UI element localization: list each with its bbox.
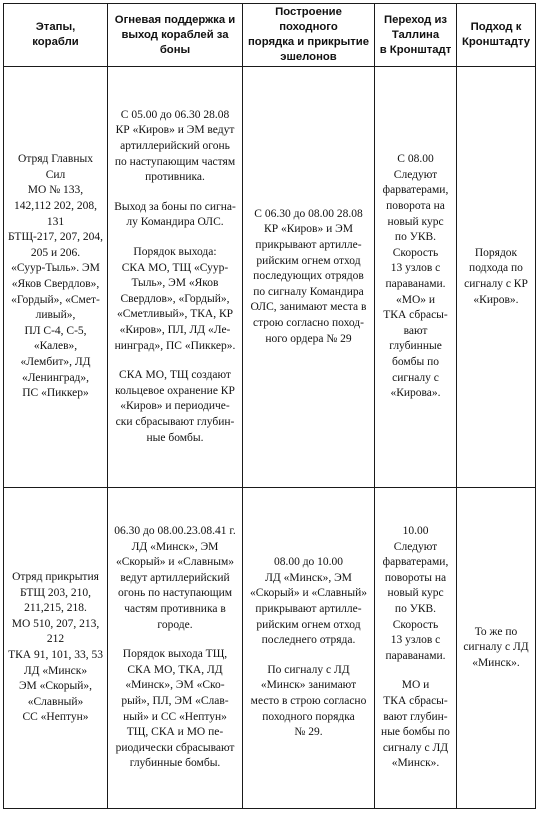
cell-formation-main-forces: С 06.30 до 08.00 28.08 КР «Киров» и ЭМ прикрывают артилле- рийским огнем отход последующих отрядов по сигналу Командира ОЛС, занимают места в строю согласно поход- ного ордера № 29 [243, 67, 375, 488]
header-fire-support: Огневая поддержка и выход кораблей за боны [108, 4, 243, 67]
header-formation: Построение походного порядка и прикрытие эшелонов [243, 4, 375, 67]
paragraph: Выход за боны по сигна- лу Командира ОЛС. [114, 200, 236, 229]
header-stages: Этапы, корабли [4, 4, 108, 67]
header-approach: Подход к Кронштадту [457, 4, 536, 67]
paragraph: 08.00 до 10.00 ЛД «Минск», ЭМ «Скорый» и «Славный» прикрывают артилле- рийским огнем отход последнего отряда. [250, 556, 367, 647]
header-transit: Переход из Таллина в Кронштадт [375, 4, 457, 67]
paragraph: Порядок выхода: СКА МО, ТЩ «Суур- Тыль», ЭМ «Яков Свердлов», «Гордый», «Сметливый», ТКА, КР «Киров», ПЛ, ЛД «Ле- нинград», ПС «Пиккер». [114, 246, 236, 352]
header-row [4, 4, 536, 67]
paragraph: Порядок выхода ТЩ, СКА МО, ТКА, ЛД «Минск», ЭМ «Ско- рый», ПЛ, ЭМ «Слав- ный» и СС «Нептун» ТЩ, СКА и МО пе- риодически сбрасывают глубинные бомбы. [115, 648, 235, 770]
paragraph: СКА МО, ТЩ создают кольцевое охранение КР «Киров» и периодиче- ски сбрасывают глубин- ные бомбы. [115, 369, 235, 444]
paragraph: По сигналу с ЛД «Минск» занимают место в строю согласно походного порядка № 29. [250, 663, 367, 739]
operations-table [3, 3, 536, 809]
cell-transit-main-forces: С 08.00 Следуют фарватерами, поворота на новый курс по УКВ. Скорость 13 узлов с параванами. «МО» и ТКА сбрасы- вают глубинные бомбы по сигналу с «Кирова». [375, 67, 457, 488]
cell-fire-support-cover-detachment [108, 488, 243, 809]
table-row [4, 488, 536, 809]
cell-approach-cover-detachment: То же по сигналу с ЛД «Минск». [457, 488, 536, 809]
cell-stage-main-forces: Отряд Главных Сил МО № 133, 142,112 202, 208, 131 БТЩ-217, 207, 204, 205 и 206. «Суур-Тыль». ЭМ «Яков Свердлов», «Гордый», «Смет- ливый», ПЛ С-4, С-5, «Калев», «Лембит», ЛД «Ленинград», ПС «Пиккер» [4, 67, 108, 488]
cell-transit-cover-detachment [375, 488, 457, 809]
table-row [4, 67, 536, 488]
cell-fire-support-main-forces [108, 67, 243, 488]
paragraph: 10.00 Следуют фарватерами, повороты на новый курс по УКВ. Скорость 13 узлов с параванами. [382, 525, 449, 662]
paragraph: 06.30 до 08.00.23.08.41 г. ЛД «Минск», ЭМ «Скорый» и «Славным» ведут артиллерийский огонь по наступающим частям противника в городе. [114, 525, 236, 631]
paragraph: С 05.00 до 06.30 28.08 КР «Киров» и ЭМ ведут артиллерийский огонь по наступающим частям противника. [114, 108, 236, 184]
cell-formation-cover-detachment [243, 488, 375, 809]
cell-stage-cover-detachment: Отряд прикрытия БТЩ 203, 210, 211,215, 218. МО 510, 207, 213, 212 ТКА 91, 101, 33, 53 ЛД «Минск» ЭМ «Скорый», «Славный» СС «Нептун» [4, 488, 108, 809]
document-page [3, 3, 535, 810]
paragraph: МО и ТКА сбрасы- вают глубин- ные бомбы по сигналу с ЛД «Минск». [381, 679, 450, 770]
cell-approach-main-forces: Порядок подхода по сигналу с КР «Киров». [457, 67, 536, 488]
